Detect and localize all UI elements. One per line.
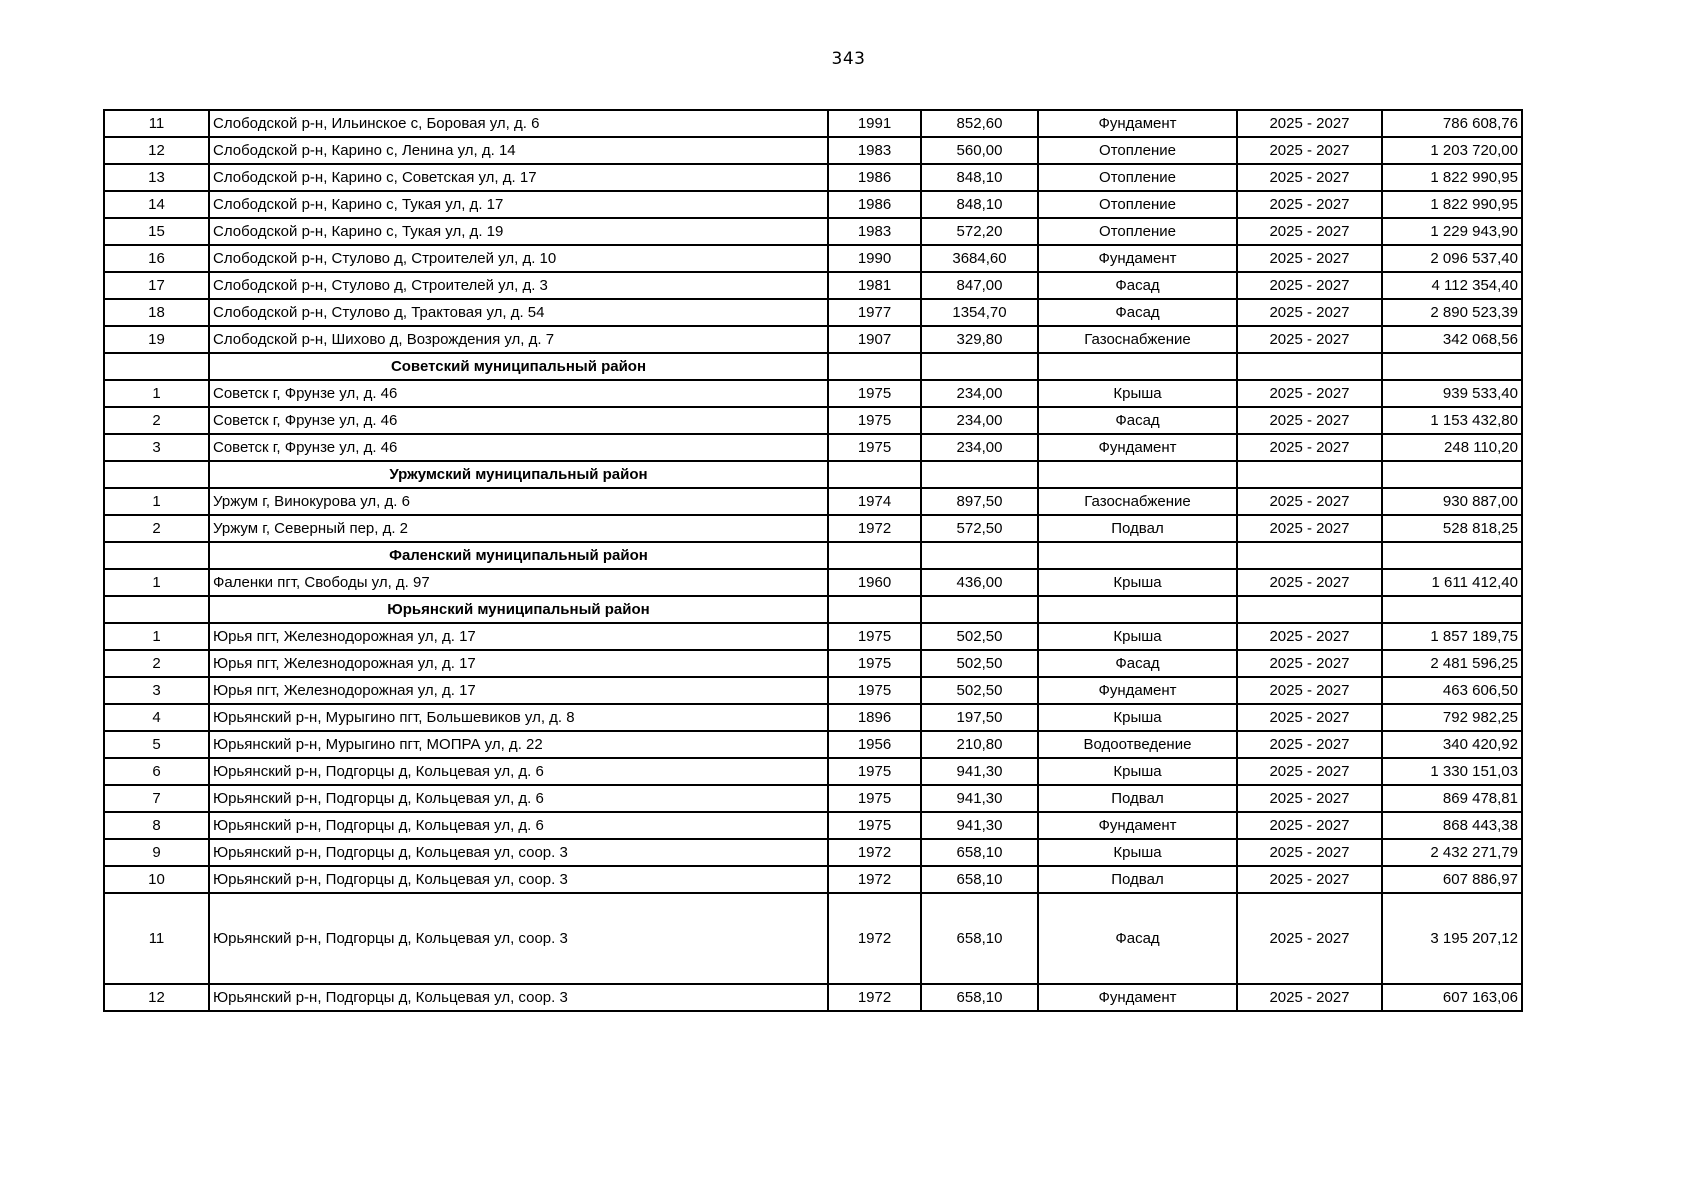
cost-cell: 786 608,76: [1382, 110, 1522, 137]
row-number-cell: 18: [104, 299, 209, 326]
cost-cell: 869 478,81: [1382, 785, 1522, 812]
work-type-cell: [1038, 353, 1237, 380]
work-type-cell: Крыша: [1038, 839, 1237, 866]
cost-cell: [1382, 542, 1522, 569]
year-cell: 1975: [828, 407, 921, 434]
area-cell: 941,30: [921, 812, 1038, 839]
area-cell: 234,00: [921, 434, 1038, 461]
area-cell: 848,10: [921, 164, 1038, 191]
year-cell: 1972: [828, 893, 921, 984]
row-number-cell: 15: [104, 218, 209, 245]
year-cell: 1990: [828, 245, 921, 272]
work-type-cell: Крыша: [1038, 704, 1237, 731]
year-cell: 1975: [828, 785, 921, 812]
year-cell: 1972: [828, 515, 921, 542]
year-cell: 1972: [828, 839, 921, 866]
area-cell: 658,10: [921, 984, 1038, 1011]
repair-register-table: [103, 109, 1523, 1012]
year-cell: [828, 461, 921, 488]
period-cell: [1237, 461, 1382, 488]
year-cell: 1975: [828, 623, 921, 650]
table-row: [104, 650, 1522, 677]
district-header-row: [104, 353, 1522, 380]
year-cell: 1981: [828, 272, 921, 299]
table-row: [104, 137, 1522, 164]
area-cell: 502,50: [921, 677, 1038, 704]
table-row: [104, 569, 1522, 596]
work-type-cell: Подвал: [1038, 785, 1237, 812]
table-row: [104, 623, 1522, 650]
year-cell: 1975: [828, 758, 921, 785]
cost-cell: 463 606,50: [1382, 677, 1522, 704]
area-cell: [921, 353, 1038, 380]
address-cell: Слободской р-н, Шихово д, Возрождения ул, д. 7: [209, 326, 828, 353]
cost-cell: 3 195 207,12: [1382, 893, 1522, 984]
area-cell: 560,00: [921, 137, 1038, 164]
address-cell: Фаленки пгт, Свободы ул, д. 97: [209, 569, 828, 596]
area-cell: 658,10: [921, 839, 1038, 866]
cost-cell: 607 886,97: [1382, 866, 1522, 893]
work-type-cell: Отопление: [1038, 137, 1237, 164]
cost-cell: 342 068,56: [1382, 326, 1522, 353]
year-cell: 1977: [828, 299, 921, 326]
year-cell: 1991: [828, 110, 921, 137]
period-cell: 2025 - 2027: [1237, 623, 1382, 650]
table-row: [104, 785, 1522, 812]
work-type-cell: Фундамент: [1038, 984, 1237, 1011]
table-row: [104, 245, 1522, 272]
work-type-cell: [1038, 596, 1237, 623]
row-number-cell: 7: [104, 785, 209, 812]
work-type-cell: Фасад: [1038, 272, 1237, 299]
area-cell: 848,10: [921, 191, 1038, 218]
address-cell: Юрьянский р-н, Подгорцы д, Кольцевая ул, д. 6: [209, 785, 828, 812]
period-cell: 2025 - 2027: [1237, 434, 1382, 461]
period-cell: 2025 - 2027: [1237, 650, 1382, 677]
period-cell: 2025 - 2027: [1237, 866, 1382, 893]
table-row: [104, 407, 1522, 434]
year-cell: 1975: [828, 812, 921, 839]
year-cell: 1975: [828, 677, 921, 704]
period-cell: 2025 - 2027: [1237, 515, 1382, 542]
row-number-cell: [104, 542, 209, 569]
year-cell: 1986: [828, 164, 921, 191]
row-number-cell: 11: [104, 110, 209, 137]
table-row: [104, 677, 1522, 704]
row-number-cell: 9: [104, 839, 209, 866]
page-number: 343: [831, 49, 866, 69]
year-cell: [828, 596, 921, 623]
area-cell: 852,60: [921, 110, 1038, 137]
period-cell: 2025 - 2027: [1237, 812, 1382, 839]
address-cell: Уржум г, Винокурова ул, д. 6: [209, 488, 828, 515]
work-type-cell: Крыша: [1038, 569, 1237, 596]
period-cell: 2025 - 2027: [1237, 299, 1382, 326]
row-number-cell: 4: [104, 704, 209, 731]
work-type-cell: Подвал: [1038, 515, 1237, 542]
area-cell: 847,00: [921, 272, 1038, 299]
row-number-cell: 12: [104, 984, 209, 1011]
area-cell: 658,10: [921, 893, 1038, 984]
cost-cell: 248 110,20: [1382, 434, 1522, 461]
period-cell: 2025 - 2027: [1237, 380, 1382, 407]
area-cell: 234,00: [921, 407, 1038, 434]
row-number-cell: 5: [104, 731, 209, 758]
year-cell: 1972: [828, 984, 921, 1011]
work-type-cell: Отопление: [1038, 164, 1237, 191]
table-row: [104, 272, 1522, 299]
work-type-cell: Фасад: [1038, 299, 1237, 326]
address-cell: Слободской р-н, Ильинское с, Боровая ул, д. 6: [209, 110, 828, 137]
row-number-cell: 1: [104, 623, 209, 650]
address-cell: Слободской р-н, Стулово д, Строителей ул, д. 10: [209, 245, 828, 272]
period-cell: 2025 - 2027: [1237, 191, 1382, 218]
cost-cell: 2 481 596,25: [1382, 650, 1522, 677]
work-type-cell: Газоснабжение: [1038, 326, 1237, 353]
period-cell: 2025 - 2027: [1237, 245, 1382, 272]
row-number-cell: 12: [104, 137, 209, 164]
table-row: [104, 812, 1522, 839]
district-name-cell: Фаленский муниципальный район: [209, 542, 828, 569]
table-row: [104, 515, 1522, 542]
period-cell: 2025 - 2027: [1237, 407, 1382, 434]
cost-cell: 528 818,25: [1382, 515, 1522, 542]
area-cell: 436,00: [921, 569, 1038, 596]
cost-cell: 340 420,92: [1382, 731, 1522, 758]
period-cell: 2025 - 2027: [1237, 677, 1382, 704]
year-cell: 1972: [828, 866, 921, 893]
area-cell: 658,10: [921, 866, 1038, 893]
table-row: [104, 299, 1522, 326]
area-cell: 572,20: [921, 218, 1038, 245]
work-type-cell: Крыша: [1038, 623, 1237, 650]
year-cell: 1986: [828, 191, 921, 218]
area-cell: 572,50: [921, 515, 1038, 542]
period-cell: 2025 - 2027: [1237, 569, 1382, 596]
table-row: [104, 110, 1522, 137]
year-cell: 1960: [828, 569, 921, 596]
work-type-cell: Фундамент: [1038, 677, 1237, 704]
address-cell: Юрьянский р-н, Подгорцы д, Кольцевая ул, соор. 3: [209, 984, 828, 1011]
cost-cell: 1 153 432,80: [1382, 407, 1522, 434]
table-row: [104, 731, 1522, 758]
area-cell: 3684,60: [921, 245, 1038, 272]
year-cell: [828, 353, 921, 380]
period-cell: 2025 - 2027: [1237, 758, 1382, 785]
row-number-cell: 13: [104, 164, 209, 191]
table-row: [104, 326, 1522, 353]
table-row: [104, 191, 1522, 218]
cost-cell: 4 112 354,40: [1382, 272, 1522, 299]
cost-cell: 2 096 537,40: [1382, 245, 1522, 272]
district-header-row: [104, 596, 1522, 623]
table-row: [104, 164, 1522, 191]
address-cell: Слободской р-н, Карино с, Советская ул, д. 17: [209, 164, 828, 191]
row-number-cell: 2: [104, 515, 209, 542]
year-cell: 1975: [828, 650, 921, 677]
work-type-cell: Фасад: [1038, 893, 1237, 984]
address-cell: Юрьянский р-н, Подгорцы д, Кольцевая ул, соор. 3: [209, 893, 828, 984]
area-cell: [921, 542, 1038, 569]
row-number-cell: 1: [104, 569, 209, 596]
work-type-cell: Фундамент: [1038, 110, 1237, 137]
area-cell: 941,30: [921, 785, 1038, 812]
cost-cell: [1382, 596, 1522, 623]
area-cell: 1354,70: [921, 299, 1038, 326]
table-row: [104, 839, 1522, 866]
year-cell: 1956: [828, 731, 921, 758]
row-number-cell: 16: [104, 245, 209, 272]
address-cell: Юрьянский р-н, Подгорцы д, Кольцевая ул, д. 6: [209, 812, 828, 839]
row-number-cell: 6: [104, 758, 209, 785]
address-cell: Уржум г, Северный пер, д. 2: [209, 515, 828, 542]
work-type-cell: Фасад: [1038, 407, 1237, 434]
table-row: [104, 866, 1522, 893]
table-row: [104, 758, 1522, 785]
area-cell: 210,80: [921, 731, 1038, 758]
cost-cell: 2 890 523,39: [1382, 299, 1522, 326]
period-cell: 2025 - 2027: [1237, 218, 1382, 245]
row-number-cell: 19: [104, 326, 209, 353]
work-type-cell: [1038, 461, 1237, 488]
work-type-cell: [1038, 542, 1237, 569]
cost-cell: 2 432 271,79: [1382, 839, 1522, 866]
table-row: [104, 984, 1522, 1011]
year-cell: 1974: [828, 488, 921, 515]
table-row: [104, 434, 1522, 461]
address-cell: Юрья пгт, Железнодорожная ул, д. 17: [209, 677, 828, 704]
area-cell: 197,50: [921, 704, 1038, 731]
address-cell: Юрьянский р-н, Подгорцы д, Кольцевая ул, д. 6: [209, 758, 828, 785]
table-body: [104, 110, 1522, 1011]
period-cell: [1237, 596, 1382, 623]
period-cell: 2025 - 2027: [1237, 326, 1382, 353]
row-number-cell: 2: [104, 650, 209, 677]
cost-cell: 1 229 943,90: [1382, 218, 1522, 245]
row-number-cell: [104, 596, 209, 623]
table-row: [104, 704, 1522, 731]
address-cell: Юрьянский р-н, Мурыгино пгт, МОПРА ул, д. 22: [209, 731, 828, 758]
address-cell: Юрья пгт, Железнодорожная ул, д. 17: [209, 623, 828, 650]
period-cell: 2025 - 2027: [1237, 839, 1382, 866]
work-type-cell: Газоснабжение: [1038, 488, 1237, 515]
address-cell: Советск г, Фрунзе ул, д. 46: [209, 434, 828, 461]
cost-cell: 1 822 990,95: [1382, 191, 1522, 218]
table-row: [104, 218, 1522, 245]
cost-cell: 792 982,25: [1382, 704, 1522, 731]
row-number-cell: 11: [104, 893, 209, 984]
row-number-cell: 14: [104, 191, 209, 218]
work-type-cell: Фундамент: [1038, 812, 1237, 839]
year-cell: 1975: [828, 434, 921, 461]
address-cell: Слободской р-н, Стулово д, Трактовая ул, д. 54: [209, 299, 828, 326]
address-cell: Юрьянский р-н, Мурыгино пгт, Большевиков ул, д. 8: [209, 704, 828, 731]
area-cell: [921, 596, 1038, 623]
area-cell: 502,50: [921, 650, 1038, 677]
area-cell: 897,50: [921, 488, 1038, 515]
row-number-cell: 10: [104, 866, 209, 893]
district-name-cell: Юрьянский муниципальный район: [209, 596, 828, 623]
work-type-cell: Фасад: [1038, 650, 1237, 677]
period-cell: 2025 - 2027: [1237, 137, 1382, 164]
address-cell: Слободской р-н, Стулово д, Строителей ул, д. 3: [209, 272, 828, 299]
address-cell: Слободской р-н, Карино с, Тукая ул, д. 19: [209, 218, 828, 245]
table-row: [104, 488, 1522, 515]
row-number-cell: 1: [104, 380, 209, 407]
table-row: [104, 380, 1522, 407]
work-type-cell: Крыша: [1038, 758, 1237, 785]
period-cell: 2025 - 2027: [1237, 272, 1382, 299]
district-name-cell: Советский муниципальный район: [209, 353, 828, 380]
row-number-cell: 8: [104, 812, 209, 839]
row-number-cell: 17: [104, 272, 209, 299]
table-row: [104, 893, 1522, 984]
period-cell: [1237, 353, 1382, 380]
period-cell: 2025 - 2027: [1237, 893, 1382, 984]
cost-cell: 1 203 720,00: [1382, 137, 1522, 164]
cost-cell: 939 533,40: [1382, 380, 1522, 407]
row-number-cell: 3: [104, 677, 209, 704]
work-type-cell: Фундамент: [1038, 245, 1237, 272]
area-cell: 234,00: [921, 380, 1038, 407]
work-type-cell: Отопление: [1038, 218, 1237, 245]
period-cell: 2025 - 2027: [1237, 488, 1382, 515]
period-cell: [1237, 542, 1382, 569]
cost-cell: 868 443,38: [1382, 812, 1522, 839]
cost-cell: 1 330 151,03: [1382, 758, 1522, 785]
area-cell: 502,50: [921, 623, 1038, 650]
area-cell: 941,30: [921, 758, 1038, 785]
work-type-cell: Отопление: [1038, 191, 1237, 218]
district-name-cell: Уржумский муниципальный район: [209, 461, 828, 488]
address-cell: Советск г, Фрунзе ул, д. 46: [209, 407, 828, 434]
work-type-cell: Подвал: [1038, 866, 1237, 893]
area-cell: 329,80: [921, 326, 1038, 353]
address-cell: Слободской р-н, Карино с, Ленина ул, д. 14: [209, 137, 828, 164]
address-cell: Советск г, Фрунзе ул, д. 46: [209, 380, 828, 407]
address-cell: Юрьянский р-н, Подгорцы д, Кольцевая ул, соор. 3: [209, 866, 828, 893]
cost-cell: 1 857 189,75: [1382, 623, 1522, 650]
year-cell: 1975: [828, 380, 921, 407]
cost-cell: [1382, 353, 1522, 380]
period-cell: 2025 - 2027: [1237, 110, 1382, 137]
work-type-cell: Водоотведение: [1038, 731, 1237, 758]
period-cell: 2025 - 2027: [1237, 731, 1382, 758]
row-number-cell: 2: [104, 407, 209, 434]
district-header-row: [104, 461, 1522, 488]
row-number-cell: 3: [104, 434, 209, 461]
year-cell: [828, 542, 921, 569]
row-number-cell: [104, 461, 209, 488]
row-number-cell: [104, 353, 209, 380]
period-cell: 2025 - 2027: [1237, 785, 1382, 812]
address-cell: Слободской р-н, Карино с, Тукая ул, д. 17: [209, 191, 828, 218]
period-cell: 2025 - 2027: [1237, 164, 1382, 191]
district-header-row: [104, 542, 1522, 569]
row-number-cell: 1: [104, 488, 209, 515]
address-cell: Юрьянский р-н, Подгорцы д, Кольцевая ул, соор. 3: [209, 839, 828, 866]
work-type-cell: Крыша: [1038, 380, 1237, 407]
period-cell: 2025 - 2027: [1237, 704, 1382, 731]
year-cell: 1907: [828, 326, 921, 353]
address-cell: Юрья пгт, Железнодорожная ул, д. 17: [209, 650, 828, 677]
year-cell: 1983: [828, 218, 921, 245]
period-cell: 2025 - 2027: [1237, 984, 1382, 1011]
cost-cell: 607 163,06: [1382, 984, 1522, 1011]
year-cell: 1983: [828, 137, 921, 164]
year-cell: 1896: [828, 704, 921, 731]
cost-cell: 930 887,00: [1382, 488, 1522, 515]
area-cell: [921, 461, 1038, 488]
cost-cell: [1382, 461, 1522, 488]
work-type-cell: Фундамент: [1038, 434, 1237, 461]
cost-cell: 1 611 412,40: [1382, 569, 1522, 596]
cost-cell: 1 822 990,95: [1382, 164, 1522, 191]
